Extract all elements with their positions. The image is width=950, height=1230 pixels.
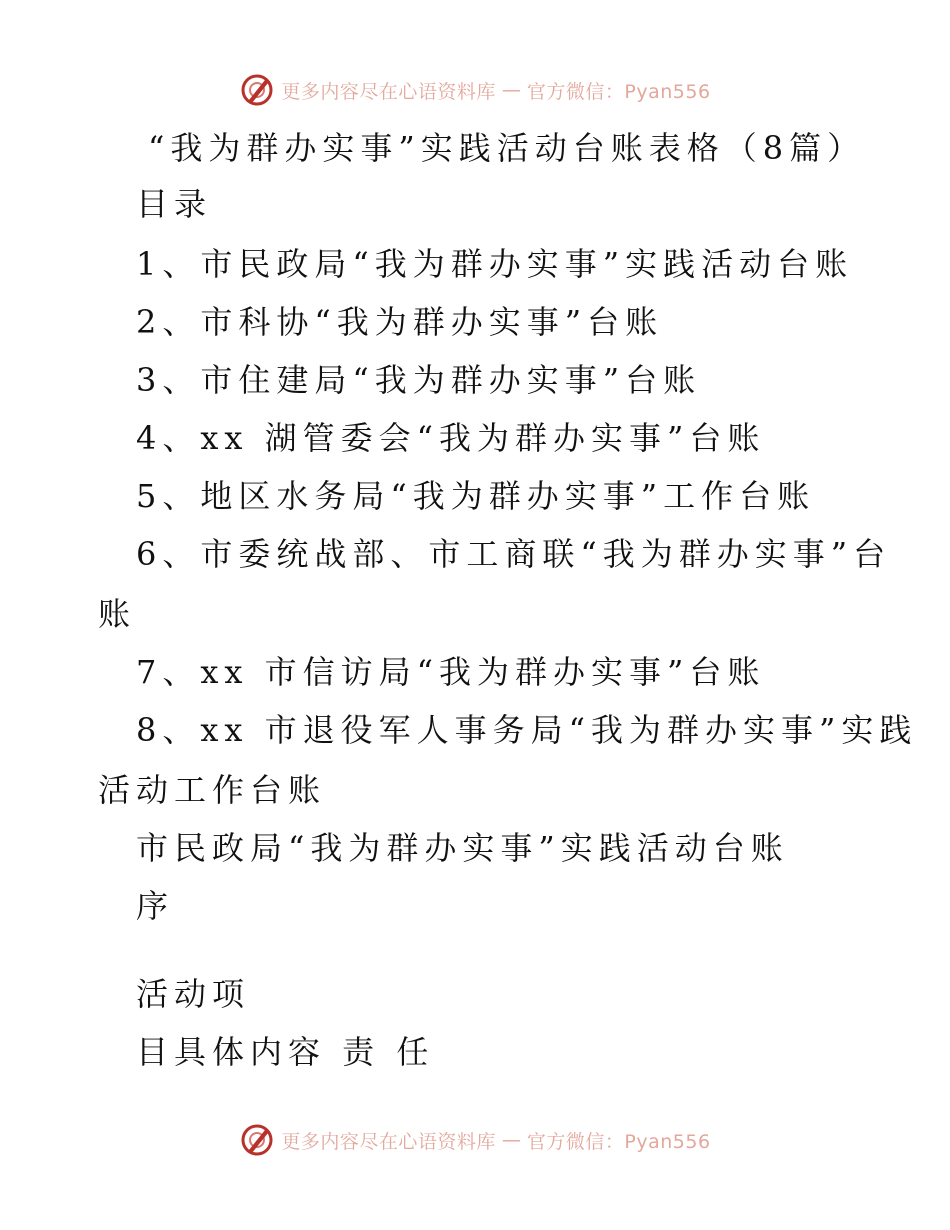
toc-heading: 目录 <box>136 185 213 223</box>
section-title: 市民政局“我为群办实事”实践活动台账 <box>136 829 789 867</box>
watermark-dash: — <box>501 1129 521 1151</box>
toc-item-2: 2、市科协“我为群办实事”台账 <box>136 303 664 341</box>
toc-item-8: 8、xx 市退役军人事务局“我为群办实事”实践 <box>136 711 918 749</box>
toc-item-3: 3、市住建局“我为群办实事”台账 <box>136 361 702 399</box>
pen-logo-icon <box>239 1122 275 1158</box>
toc-item-8-continued: 活动工作台账 <box>98 771 327 809</box>
watermark-footer <box>0 1120 950 1160</box>
toc-item-1: 1、市民政局“我为群办实事”实践活动台账 <box>136 245 854 283</box>
toc-item-5: 5、地区水务局“我为群办实事”工作台账 <box>136 477 816 515</box>
toc-item-6-continued: 账 <box>98 595 137 633</box>
document-title: “我为群办实事”实践活动台账表格（8篇） <box>148 129 866 167</box>
table-fragment-seq: 序 <box>136 887 175 925</box>
watermark-suffix: 官方微信：Pyan556 <box>526 80 711 103</box>
table-fragment-activity: 活动项 <box>136 975 251 1013</box>
watermark-suffix: 官方微信：Pyan556 <box>526 1130 711 1153</box>
watermark-text: 更多内容尽在心语资料库 <box>281 1130 496 1153</box>
watermark-header <box>0 70 950 110</box>
watermark-text: 更多内容尽在心语资料库 <box>281 80 496 103</box>
table-fragment-content: 目具体内容 责 任 <box>136 1033 435 1071</box>
pen-logo-icon <box>239 72 275 108</box>
watermark-dash: — <box>501 79 521 101</box>
toc-item-6: 6、市委统战部、市工商联“我为群办实事”台 <box>136 535 892 573</box>
toc-item-4: 4、xx 湖管委会“我为群办实事”台账 <box>136 419 766 457</box>
toc-item-7: 7、xx 市信访局“我为群办实事”台账 <box>136 653 766 691</box>
